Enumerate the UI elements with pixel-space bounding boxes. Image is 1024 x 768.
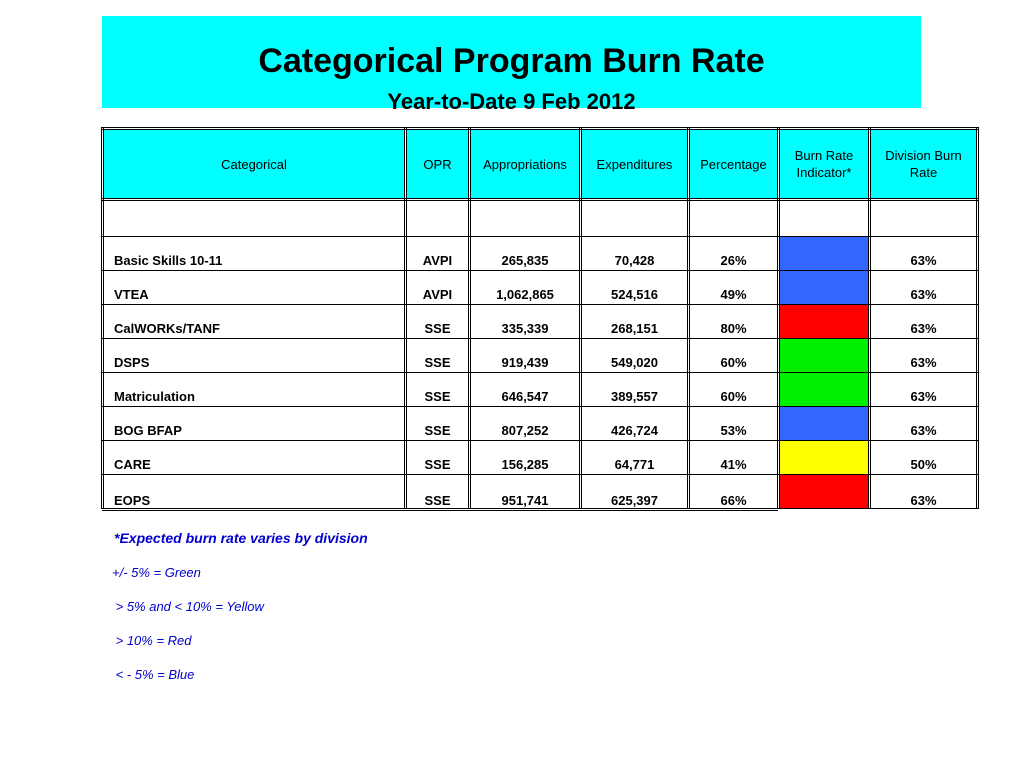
cell-appropriations: 951,741 (501, 493, 549, 508)
cell-percentage: 53% (720, 423, 747, 438)
legend-item-red: > 10% = Red (112, 633, 192, 648)
cell-expenditures: 524,516 (611, 287, 658, 302)
cell-appropriations: 1,062,865 (496, 287, 554, 302)
col-header-division-burn-rate: Division Burn Rate (871, 130, 976, 198)
burn-rate-indicator (780, 339, 868, 372)
column-divider (870, 127, 871, 509)
legend-item-green: +/- 5% = Green (112, 565, 201, 580)
burn-rate-indicator (780, 271, 868, 304)
column-divider (406, 127, 407, 509)
row-divider (102, 270, 978, 271)
cell-opr: SSE (424, 321, 451, 336)
col-header-expenditures: Expenditures (582, 130, 687, 198)
cell-expenditures: 625,397 (611, 493, 658, 508)
col-header-appropriations: Appropriations (471, 130, 579, 198)
column-divider (101, 127, 102, 509)
cell-opr: SSE (424, 457, 451, 472)
cell-opr: SSE (424, 389, 451, 404)
cell-categorical: CARE (114, 457, 151, 472)
burn-rate-indicator (780, 237, 868, 270)
cell-expenditures: 426,724 (611, 423, 658, 438)
cell-categorical: EOPS (114, 493, 151, 508)
table-border (102, 127, 978, 128)
column-divider (978, 127, 979, 509)
page-subtitle: Year-to-Date 9 Feb 2012 (387, 89, 636, 114)
cell-appropriations: 807,252 (501, 423, 549, 438)
col-header-categorical: Categorical (104, 130, 404, 198)
page-title: Categorical Program Burn Rate (258, 42, 765, 80)
column-divider (404, 127, 405, 509)
cell-division-burn-rate: 63% (910, 321, 937, 336)
legend-item-yellow: > 5% and < 10% = Yellow (112, 599, 264, 614)
cell-percentage: 26% (720, 253, 747, 268)
cell-categorical: BOG BFAP (114, 423, 182, 438)
burn-rate-indicator (780, 373, 868, 406)
col-header-burn-rate-indicator: Burn Rate Indicator* (780, 130, 868, 198)
cell-expenditures: 389,557 (611, 389, 658, 404)
column-divider (581, 127, 582, 509)
cell-appropriations: 156,285 (501, 457, 549, 472)
column-divider (470, 127, 471, 509)
cell-categorical: Matriculation (114, 389, 195, 404)
cell-opr: SSE (424, 423, 451, 438)
column-divider (779, 127, 780, 509)
row-divider (102, 474, 978, 475)
table-border (102, 198, 978, 199)
burn-rate-indicator (780, 305, 868, 338)
cell-division-burn-rate: 63% (910, 493, 937, 508)
legend-item-blue: < - 5% = Blue (112, 667, 195, 682)
cell-opr: AVPI (422, 287, 453, 302)
cell-division-burn-rate: 63% (910, 355, 937, 370)
column-divider (976, 127, 977, 509)
cell-division-burn-rate: 63% (910, 389, 937, 404)
cell-opr: SSE (424, 493, 451, 508)
column-divider (689, 127, 690, 509)
burn-rate-indicator (780, 475, 868, 508)
table-border (102, 510, 778, 511)
cell-appropriations: 335,339 (501, 321, 549, 336)
cell-percentage: 41% (720, 457, 747, 472)
table-border (102, 129, 978, 130)
row-divider (102, 440, 978, 441)
cell-percentage: 60% (720, 389, 747, 404)
column-divider (579, 127, 580, 509)
cell-categorical: CalWORKs/TANF (114, 321, 220, 336)
cell-expenditures: 70,428 (614, 253, 655, 268)
cell-opr: SSE (424, 355, 451, 370)
column-divider (868, 127, 869, 509)
column-divider (468, 127, 469, 509)
burn-rate-indicator (780, 441, 868, 474)
column-divider (103, 127, 104, 509)
cell-expenditures: 268,151 (611, 321, 658, 336)
row-divider (102, 406, 978, 407)
row-divider (102, 304, 978, 305)
cell-expenditures: 549,020 (611, 355, 658, 370)
cell-appropriations: 265,835 (501, 253, 549, 268)
col-header-opr: OPR (407, 130, 468, 198)
cell-percentage: 60% (720, 355, 747, 370)
burn-rate-indicator (780, 407, 868, 440)
cell-categorical: Basic Skills 10-11 (114, 253, 223, 268)
cell-appropriations: 646,547 (501, 389, 549, 404)
legend-title: *Expected burn rate varies by division (114, 530, 368, 546)
cell-division-burn-rate: 63% (910, 253, 937, 268)
cell-percentage: 49% (720, 287, 747, 302)
row-divider (102, 338, 978, 339)
cell-percentage: 66% (720, 493, 747, 508)
cell-division-burn-rate: 63% (910, 423, 937, 438)
cell-categorical: DSPS (114, 355, 150, 370)
row-divider (102, 236, 978, 237)
row-divider (102, 372, 978, 373)
column-divider (687, 127, 688, 509)
cell-appropriations: 919,439 (501, 355, 549, 370)
cell-division-burn-rate: 50% (910, 457, 937, 472)
table-border (102, 200, 978, 201)
cell-division-burn-rate: 63% (910, 287, 937, 302)
cell-expenditures: 64,771 (614, 457, 655, 472)
cell-percentage: 80% (720, 321, 747, 336)
cell-opr: AVPI (422, 253, 453, 268)
col-header-percentage: Percentage (690, 130, 777, 198)
cell-categorical: VTEA (114, 287, 149, 302)
column-divider (777, 127, 778, 509)
